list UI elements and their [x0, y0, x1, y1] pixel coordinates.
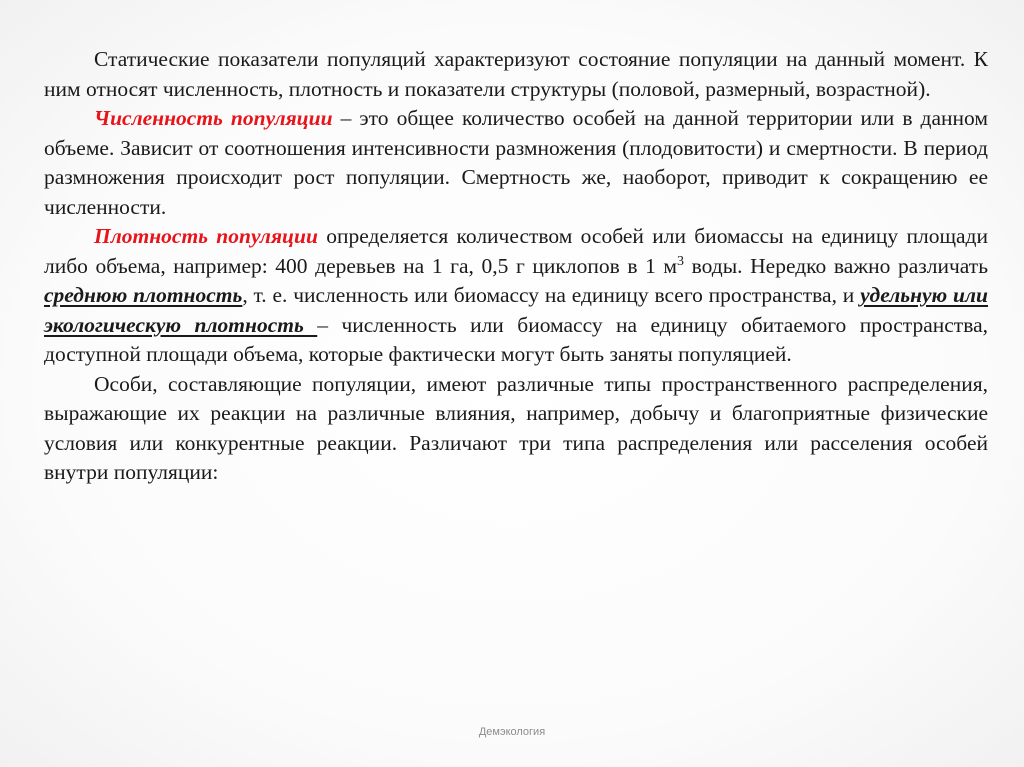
paragraph-spatial-distribution: [44, 370, 988, 488]
paragraph-text: , т. е. численность или биомассу на единицу всего пространства, и: [242, 283, 861, 307]
paragraph-text: воды. Нередко важно различать: [684, 253, 988, 278]
paragraph-text: определяется количеством особей или биомассы на единицу площади либо объема, например: 400 деревьев на 1 га, 0,5 г циклопов в 1 м: [44, 224, 988, 278]
superscript-cube: 3: [677, 253, 685, 269]
paragraph-text: – численность или биомассу на единицу обитаемого пространства, доступной площади объема, которые фактически могут быть заняты популяцией.: [44, 312, 988, 366]
paragraph-text: Статические показатели популяций характеризуют состояние популяции на данный момент. К ним относят численность, плотность и показатели структуры (половой, размерный, возрастной).: [44, 47, 988, 101]
term-population-size: Численность популяции: [94, 106, 333, 130]
slide-footer: Демэкология: [478, 726, 546, 738]
paragraph-population-density: [44, 222, 988, 370]
paragraph-text: – это общее количество особей на данной территории или в данном объеме. Зависит от соотношения интенсивности размножения (плодовитости) и смертности. В период размножения происходит рост популяции. Смертность же, наоборот, приводит к сокращению ее численности.: [44, 106, 988, 219]
term-average-density: среднюю плотность: [44, 283, 243, 307]
paragraph-static-indicators: [44, 45, 988, 104]
term-ecological-density: удельную или экологическую плотность: [44, 283, 988, 337]
paragraph-population-size: [44, 104, 988, 222]
paragraph-text: Особи, составляющие популяции, имеют различные типы пространственного распределения, выражающие их реакции на различные влияния, например, добычу и благоприятные физические условия или конкурентные реакции. Различают три типа распределения или расселения особей внутри популяции:: [44, 371, 988, 484]
term-population-density: Плотность популяции: [94, 224, 318, 248]
slide-body: [44, 45, 988, 488]
